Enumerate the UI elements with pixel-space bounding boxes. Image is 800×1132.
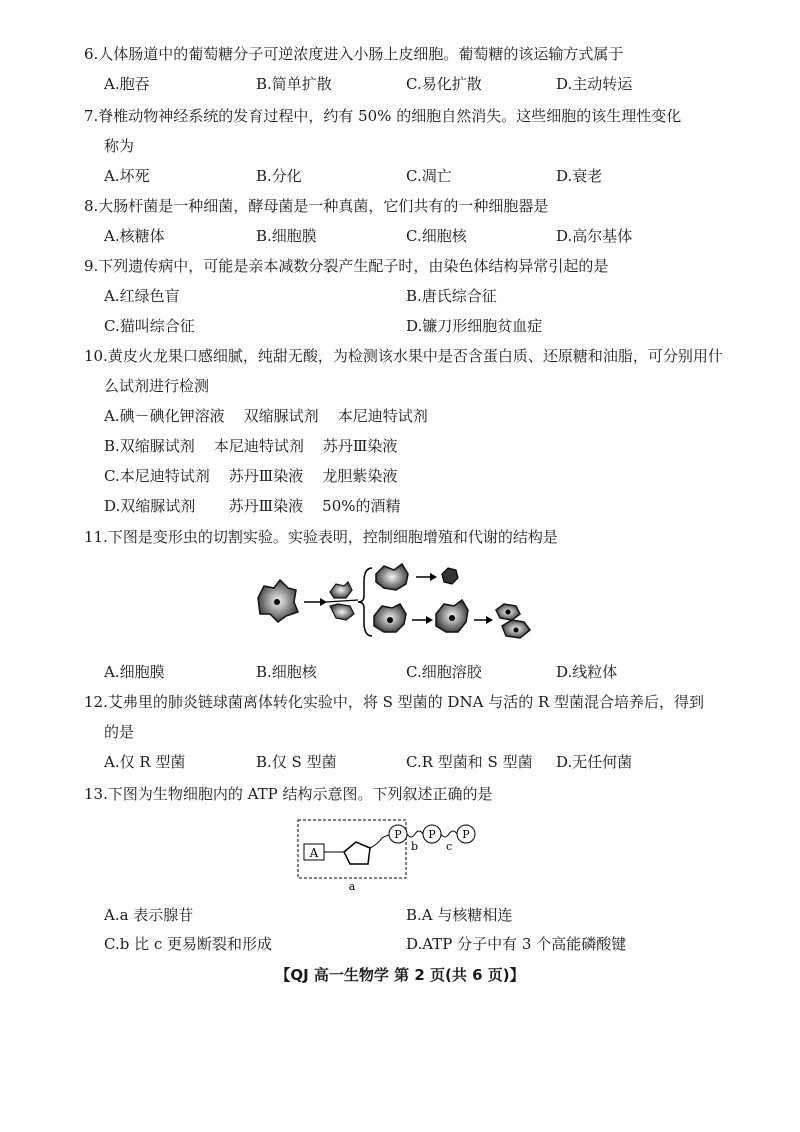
atp-structure-diagram [294, 814, 494, 892]
page-footer: 【QJ 高一生物学 第 2 页(共 6 页)】 [275, 966, 525, 984]
q10-stem-line2: 么试剂进行检测 [104, 377, 210, 395]
q7-stem-line2: 称为 [104, 137, 135, 155]
label-P3: P [462, 828, 470, 841]
q11-option-b: B.细胞核 [256, 663, 317, 681]
q6-option-c: C.易化扩散 [406, 75, 482, 93]
q12-stem-line2: 的是 [104, 723, 135, 741]
q6-option-b: B.简单扩散 [256, 75, 332, 93]
q8-option-c: C.细胞核 [406, 227, 467, 245]
q8-option-d: D.高尔基体 [556, 227, 633, 245]
amoeba-fragment-no-nucleus [376, 564, 408, 590]
label-b: b [411, 840, 419, 853]
q9-option-c: C.猫叫综合征 [104, 317, 195, 335]
label-A: A [309, 846, 319, 860]
amoeba-cutting-diagram [250, 560, 540, 650]
q7-option-a: A.坏死 [104, 167, 150, 185]
q6-stem: 6.人体肠道中的葡萄糖分子可逆浓度进入小肠上皮细胞。葡萄糖的该运输方式属于 [84, 45, 624, 63]
label-P2: P [428, 828, 436, 841]
q11-option-a: A.细胞膜 [104, 663, 165, 681]
q10-option-d: D.双缩脲试剂 苏丹Ⅲ染液 50%的酒精 [104, 497, 401, 515]
q12-option-c: C.R 型菌和 S 型菌 [406, 753, 533, 771]
q12-option-d: D.无任何菌 [556, 753, 633, 771]
q12-option-b: B.仅 S 型菌 [256, 753, 337, 771]
q6-option-d: D.主动转运 [556, 75, 633, 93]
q9-option-d: D.镰刀形细胞贫血症 [406, 317, 543, 335]
q7-stem-line1: 7.脊椎动物神经系统的发育过程中，约有 50% 的细胞自然消失。这些细胞的该生理性变化 [84, 107, 682, 125]
q11-option-d: D.线粒体 [556, 663, 618, 681]
q8-option-a: A.核糖体 [104, 227, 165, 245]
q7-option-b: B.分化 [256, 167, 302, 185]
q13-option-a: A.a 表示腺苷 [104, 906, 194, 924]
q7-option-c: C.凋亡 [406, 167, 452, 185]
amoeba-cut-top [330, 582, 352, 598]
q12-stem-line1: 12.艾弗里的肺炎链球菌离体转化实验中，将 S 型菌的 DNA 与活的 R 型菌混合培养后，得到 [84, 693, 705, 711]
q9-option-a: A.红绿色盲 [104, 287, 180, 305]
amoeba-fragment-dying [442, 568, 458, 584]
label-P1: P [394, 828, 402, 841]
amoeba-nucleus [274, 599, 280, 605]
q13-stem: 13.下图为生物细胞内的 ATP 结构示意图。下列叙述正确的是 [84, 785, 493, 803]
q9-stem: 9.下列遗传病中，可能是亲本减数分裂产生配子时，由染色体结构异常引起的是 [84, 257, 609, 275]
q10-option-b: B.双缩脲试剂 本尼迪特试剂 苏丹Ⅲ染液 [104, 437, 398, 455]
q10-option-a: A.碘－碘化钾溶液 双缩脲试剂 本尼迪特试剂 [104, 407, 428, 425]
label-a: a [348, 880, 356, 892]
q11-option-c: C.细胞溶胶 [406, 663, 482, 681]
q6-option-a: A.胞吞 [104, 75, 150, 93]
q13-option-c: C.b 比 c 更易断裂和形成 [104, 935, 273, 953]
q11-stem: 11.下图是变形虫的切割实验。实验表明，控制细胞增殖和代谢的结构是 [84, 528, 558, 546]
label-c: c [446, 840, 453, 853]
q9-option-b: B.唐氏综合征 [406, 287, 497, 305]
q10-stem-line1: 10.黄皮火龙果口感细腻，纯甜无酸，为检测该水果中是否含蛋白质、还原糖和油脂，可分别用什 [84, 347, 723, 365]
q8-stem: 8.大肠杆菌是一种细菌，酵母菌是一种真菌，它们共有的一种细胞器是 [84, 197, 549, 215]
q12-option-a: A.仅 R 型菌 [104, 753, 186, 771]
q10-option-c: C.本尼迪特试剂 苏丹Ⅲ染液 龙胆紫染液 [104, 467, 398, 485]
q7-option-d: D.衰老 [556, 167, 603, 185]
amoeba-cut-bottom [330, 604, 354, 620]
q13-option-d: D.ATP 分子中有 3 个高能磷酸键 [406, 935, 627, 953]
q13-option-b: B.A 与核糖相连 [406, 906, 513, 924]
q8-option-b: B.细胞膜 [256, 227, 317, 245]
